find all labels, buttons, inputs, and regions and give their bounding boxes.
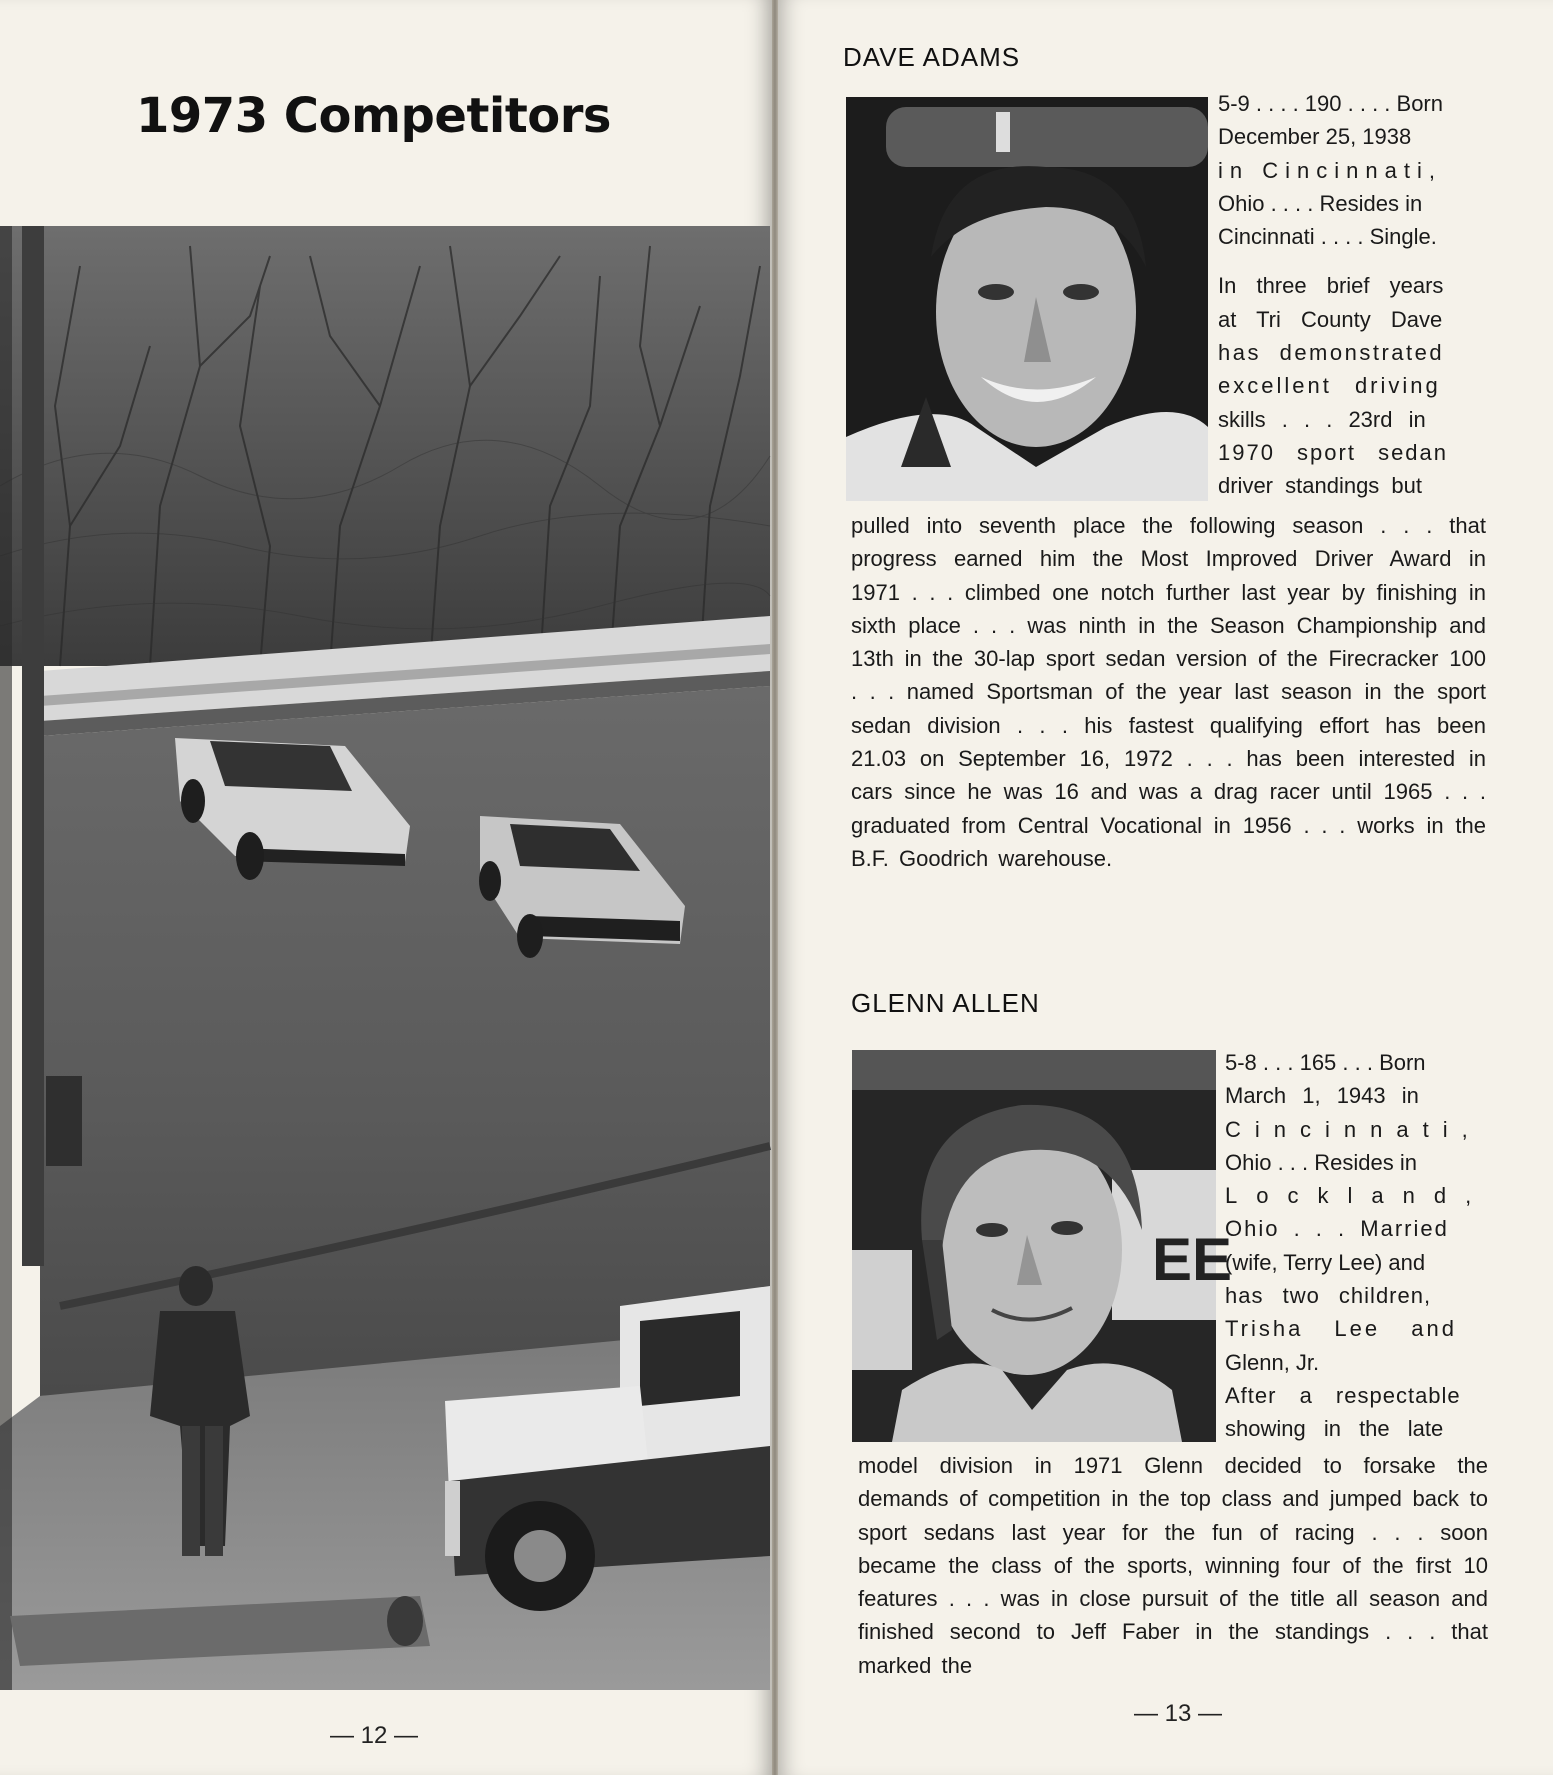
- adams-bio-line: has demonstrated: [1218, 340, 1445, 366]
- adams-vitals-line: Cincinnati . . . . Single.: [1218, 224, 1437, 250]
- allen-vitals-line: Ohio . . . Married: [1225, 1216, 1449, 1242]
- allen-vitals-line: Lockland,: [1225, 1183, 1491, 1209]
- right-page: [778, 0, 1553, 1775]
- adams-bio-line: at Tri County Dave: [1218, 306, 1443, 332]
- allen-bio-line: showing in the late: [1225, 1416, 1444, 1442]
- adams-bio-line: excellent driving: [1218, 373, 1441, 399]
- adams-bio-line: 1970 sport sedan: [1218, 439, 1449, 465]
- allen-vitals-line: has two children,: [1225, 1283, 1432, 1309]
- adams-bio-line: skills . . . 23rd in: [1218, 406, 1426, 432]
- svg-text:EE: EE: [1152, 1226, 1233, 1293]
- allen-bio-line: After a respectable: [1225, 1382, 1461, 1408]
- page-number-left: — 12 —: [330, 1722, 419, 1749]
- allen-vitals-line: Ohio . . . Resides in: [1225, 1149, 1417, 1175]
- allen-vitals-line: Cincinnati,: [1225, 1116, 1482, 1142]
- driver-name-adams: DAVE ADAMS: [843, 42, 1021, 72]
- allen-vitals-line: Glenn, Jr.: [1225, 1349, 1320, 1375]
- adams-vitals: [1218, 87, 1486, 503]
- adams-bio-line: In three brief years: [1218, 273, 1444, 299]
- allen-vitals-line: (wife, Terry Lee) and: [1225, 1249, 1426, 1275]
- allen-vitals-line: March 1, 1943 in: [1225, 1083, 1419, 1109]
- adams-bio-line: driver standings but: [1218, 473, 1422, 499]
- portrait-dave-adams: [846, 97, 1208, 501]
- allen-bio-body: model division in 1971 Glenn decided to forsake the demands of competition in the top class and jumped back to sport sedans last year for the fun of racing . . . soon became the class of the sports, winning four of the first 10 features . . . was in close pursuit of the title all season and finished second to Jeff Faber in the standings . . . that marked the: [858, 1453, 1488, 1678]
- adams-vitals-line: Ohio . . . . Resides in: [1218, 190, 1423, 216]
- allen-vitals-line: 5-8 . . . 165 . . . Born: [1225, 1050, 1426, 1075]
- left-page: [0, 0, 772, 1775]
- allen-vitals-line: Trisha Lee and: [1225, 1316, 1457, 1342]
- allen-vitals: [1225, 1046, 1491, 1446]
- adams-vitals-line: 5-9 . . . . 190 . . . . Born: [1218, 91, 1443, 116]
- page-number-right: — 13 —: [1134, 1700, 1223, 1727]
- portrait-glenn-allen: [852, 1050, 1233, 1442]
- adams-vitals-line: December 25, 1938: [1218, 124, 1412, 150]
- adams-vitals-line: in Cincinnati,: [1218, 157, 1442, 183]
- race-track-photo: [0, 226, 770, 1690]
- driver-name-allen: GLENN ALLEN: [851, 988, 1040, 1018]
- adams-bio-body: pulled into seventh place the following season . . . that progress earned him the Most Improved Driver Award in 1971 . . . climbed one notch further last year by finishing in sixth place . . . was ninth in the Season Championship and 13th in the 30-lap sport sedan version of the Firecracker 100 . . . named Sportsman of the year last season in the sport sedan division . . . his fastest qualifying effort has been 21.03 on September 16, 1972 . . . has been interested in cars since he was 16 and was a drag racer until 1965 . . . graduated from Central Vocational in 1956 . . . works in the B.F. Goodrich warehouse.: [851, 513, 1486, 871]
- page-title: 1973 Competitors: [136, 88, 611, 144]
